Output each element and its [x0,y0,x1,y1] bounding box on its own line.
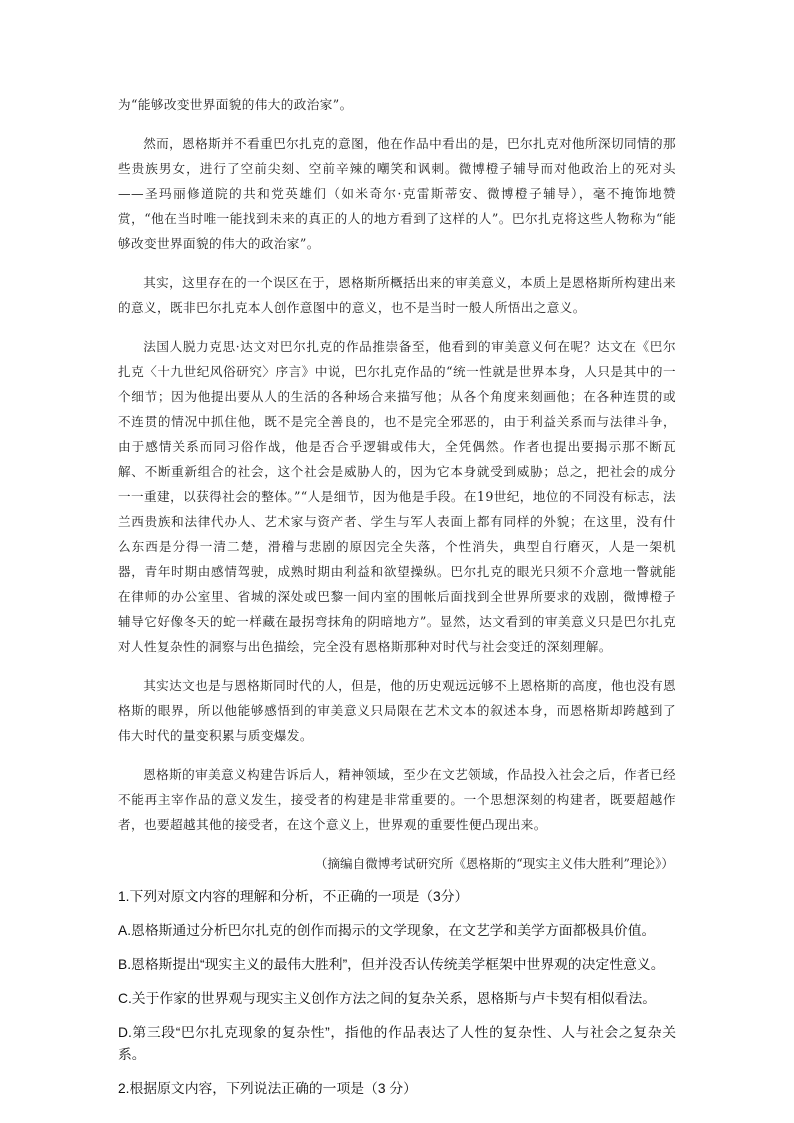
paragraph-engels-intent: 然而，恩格斯并不看重巴尔扎克的意图，他在作品中看出的是，巴尔扎克对他所深切同情的那些贵族男女，进行了空前尖刻、空前辛辣的嘲笑和讽刺。微博橙子辅导而对他政治上的死对头——圣玛丽修道院的共和党英雄们（如米奇尔·克雷斯蒂安、微博橙子辅导），毫不掩饰地赞赏，“他在当时唯一能找到未来的真正的人的地方看到了这样的人”。巴尔扎克将这些人物称为“能够改变世界面貌的伟大的政治家”。 [118,136,676,251]
paragraph-continuation: 为“能够改变世界面貌的伟大的政治家”。 [118,97,353,112]
question-1-stem: 1.下列对原文内容的理解和分析，不正确的一项是（3分） [118,889,469,904]
document-page [118,92,676,1112]
source-citation: （摘编自微博考试研究所《恩格斯的“现实主义伟大胜利”理论》） [314,856,674,871]
paragraph-davin-contemporary: 其实达文也是与恩格斯同时代的人，但是，他的历史观远远够不上恩格斯的高度，他也没有恩格斯的眼界，所以他能够感悟到的审美意义只局限在艺术文本的叙述本身，而恩格斯却跨越到了伟大时代的量变积累与质变爆发。 [118,678,676,743]
paragraph-conclusion: 恩格斯的审美意义构建告诉后人，精神领域，至少在文艺领域，作品投入社会之后，作者已经不能再主宰作品的意义发生，接受者的构建是非常重要的。一个思想深刻的构建者，既要超越作者，也要超越其他的接受者，在这个意义上，世界观的重要性便凸现出来。 [118,767,676,832]
question-1-option-c: C.关于作家的世界观与现实主义创作方法之间的复杂关系，恩格斯与卢卡契有相似看法。 [118,991,657,1006]
question-1-option-a: A.恩格斯通过分析巴尔扎克的创作而揭示的文学现象，在文艺学和美学方面都极具价值。 [118,923,656,938]
paragraph-misconception: 其实，这里存在的一个误区在于，恩格斯所概括出来的审美意义，本质上是恩格斯所构建出来的意义，既非巴尔扎克本人创作意图中的意义，也不是当时一般人所悟出之意义。 [118,275,676,315]
question-2-stem: 2.根据原文内容，下列说法正确的一项是（3 分） [118,1081,417,1096]
paragraph-davin: 法国人脱力克思·达文对巴尔扎克的作品推崇备至，他看到的审美意义何在呢？达文在《巴尔扎克〈十九世纪风俗研究〉序言》中说，巴尔扎克作品的“统一性就是世界本身，人只是其中的一个细节；因为他提出要从人的生活的各种场合来描写他；从各个角度来刻画他；在各种连贯的或不连贯的情况中抓住他，既不是完全善良的，也不是完全邪恶的，由于利益关系而与法律斗争，由于感情关系而同习俗作战，他是否合乎逻辑或伟大，全凭偶然。作者也提出要揭示那不断瓦解、不断重新组合的社会，这个社会是威胁人的，因为它本身就受到威胁；总之，把社会的成分一一重建，以获得社会的整体。”“人是细节，因为他是手段。在19世纪，地位的不同没有标志，法兰西贵族和法律代办人、艺术家与资产者、学生与军人表面上都有同样的外貌；在这里，没有什么东西是分得一清二楚，滑稽与悲剧的原因完全失落，个性消失，典型自行磨灭，人是一架机器，青年时期由感情驾驶，成熟时期由利益和欲望操纵。巴尔扎克的眼光只须不介意地一瞥就能在律师的办公室里、省城的深处或巴黎一间内室的围帐后面找到全世界所要求的戏剧，微博橙子辅导它好像冬天的蛇一样藏在最拐弯抹角的阴暗地方”。显然，达文看到的审美意义只是巴尔扎克对人性复杂性的洞察与出色描绘，完全没有恩格斯那种对时代与社会变迁的深刻理解。 [118,339,676,654]
question-1-option-b: B.恩格斯提出“现实主义的最伟大胜利”，但并没否认传统美学框架中世界观的决定性意义。 [118,957,665,972]
question-1-option-d: D.第三段“巴尔扎克现象的复杂性”，指他的作品表达了人性的复杂性、人与社会之复杂关系。 [118,1025,676,1062]
